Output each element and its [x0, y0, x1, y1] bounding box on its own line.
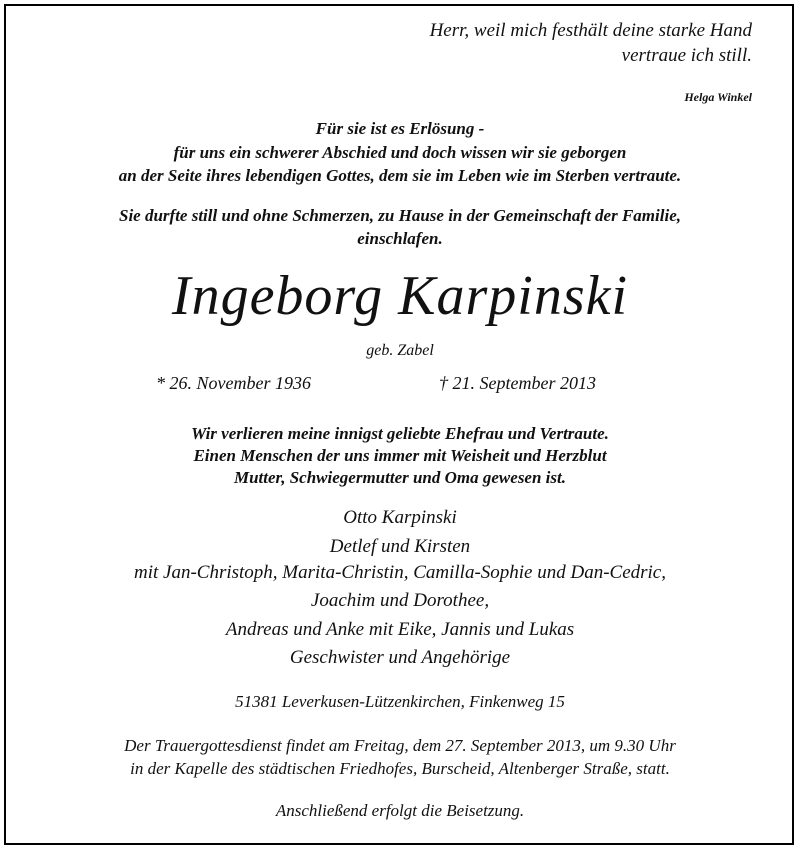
- tribute-line-1: Wir verlieren meine innigst geliebte Ehefrau und Vertraute.: [191, 424, 609, 443]
- tribute-line-2: Einen Menschen der uns immer mit Weisheit und Herzblut: [193, 446, 607, 465]
- birth-date: * 26. November 1936: [156, 373, 311, 393]
- passing-line-2: einschlafen.: [357, 229, 443, 248]
- service-line-1: Der Trauergottesdienst findet am Freitag, dem 27. September 2013, um 9.30 Uhr: [124, 736, 676, 755]
- mourner-line-3: mit Jan-Christoph, Marita-Christin, Camilla-Sophie und Dan-Cedric,: [134, 562, 666, 583]
- family-address: 51381 Leverkusen-Lützenkirchen, Finkenweg 15: [235, 692, 565, 711]
- birth-name: geb. Zabel: [366, 342, 434, 359]
- service-line-2: in der Kapelle des städtischen Friedhofes, Burscheid, Altenberger Straße, statt.: [130, 759, 670, 778]
- mourner-line-5: Andreas und Anke mit Eike, Jannis und Lukas: [225, 619, 575, 640]
- intro-line-3: an der Seite ihres lebendigen Gottes, dem sie im Leben wie im Sterben vertraute.: [118, 166, 682, 185]
- intro-line-2: für uns ein schwerer Abschied und doch wissen wir sie geborgen: [173, 143, 627, 162]
- motto-line-1: Herr, weil mich festhält deine starke Hand: [429, 20, 752, 41]
- motto-author: Helga Winkel: [684, 90, 752, 104]
- passing-line-1: Sie durfte still und ohne Schmerzen, zu Hause in der Gemeinschaft der Familie,: [118, 206, 681, 225]
- burial-note: Anschließend erfolgt die Beisetzung.: [275, 801, 525, 820]
- death-date: † 21. September 2013: [439, 373, 596, 393]
- mourner-line-6: Geschwister und Angehörige: [289, 647, 511, 668]
- mourner-line-1: Otto Karpinski: [343, 507, 457, 528]
- motto-line-2: vertraue ich still.: [621, 45, 752, 66]
- intro-line-1: Für sie ist es Erlösung -: [315, 119, 485, 138]
- tribute-line-3: Mutter, Schwiegermutter und Oma gewesen ist.: [233, 468, 566, 487]
- mourner-line-4: Joachim und Dorothee,: [310, 590, 490, 611]
- deceased-name: Ingeborg Karpinski: [171, 265, 629, 327]
- mourner-line-2: Detlef und Kirsten: [329, 536, 471, 557]
